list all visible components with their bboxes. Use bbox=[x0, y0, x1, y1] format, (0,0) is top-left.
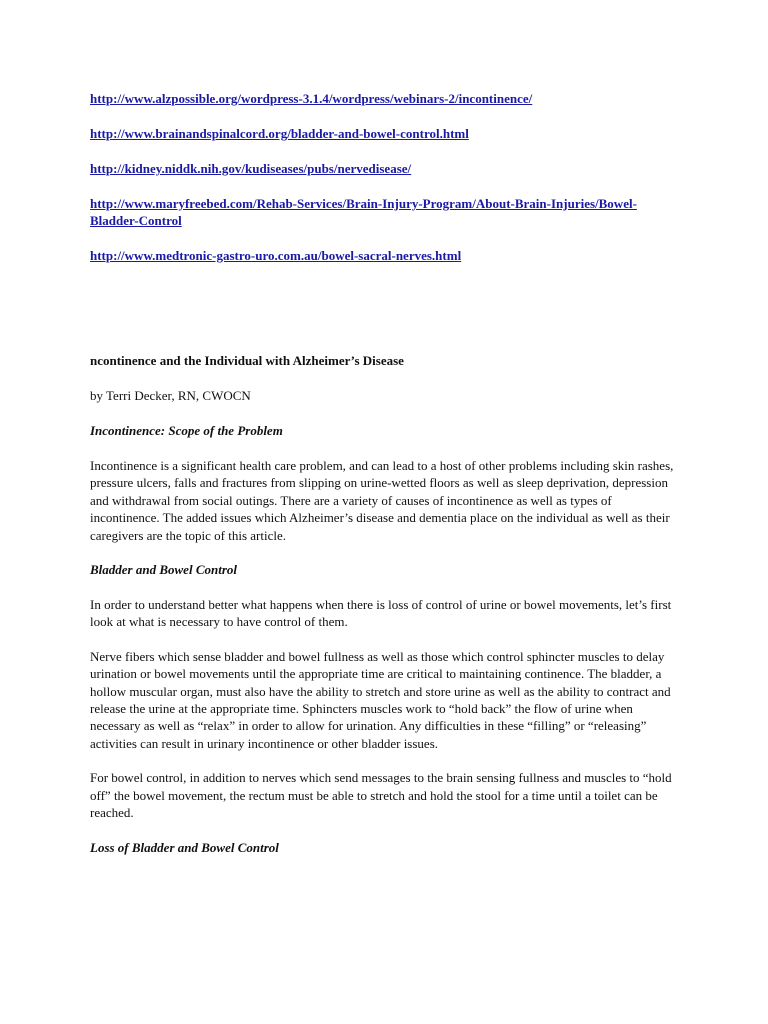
paragraph-scope: Incontinence is a significant health care problem, and can lead to a host of other problems including skin rashes, pressure ulcers, falls and fractures from slipping on urine-wetted floors as well as sleep deprivation, depression and withdrawal from social outings. There are a variety of causes of incontinence as well as types of incontinence. The added issues which Alzheimer’s disease and dementia place on the individual as well as their caregivers are the topic of this article. bbox=[90, 458, 674, 543]
reference-link-alzpossible[interactable]: http://www.alzpossible.org/wordpress-3.1.4/wordpress/webinars-2/incontinence/ bbox=[90, 91, 533, 106]
document-page bbox=[90, 0, 680, 855]
reference-link-medtronic[interactable]: http://www.medtronic-gastro-uro.com.au/bowel-sacral-nerves.html bbox=[90, 248, 462, 263]
paragraph-understanding-control: In order to understand better what happens when there is loss of control of urine or bowel movements, let’s first look at what is necessary to have control of them. bbox=[90, 597, 672, 630]
article bbox=[90, 352, 680, 874]
article-title: ncontinence and the Individual with Alzheimer’s Disease bbox=[90, 353, 404, 368]
reference-link-brainandspinalcord[interactable]: http://www.brainandspinalcord.org/bladder-and-bowel-control.html bbox=[90, 126, 469, 141]
reference-link-maryfreebed[interactable]: http://www.maryfreebed.com/Rehab-Services/Brain-Injury-Program/About-Brain-Injuries/Bowel-Bladder-Control bbox=[90, 196, 637, 228]
section-heading-bladder-bowel-control: Bladder and Bowel Control bbox=[90, 562, 237, 578]
paragraph-nerve-fibers: Nerve fibers which sense bladder and bowel fullness as well as those which control sphincter muscles to delay urination or bowel movements until the appropriate time are critical to maintaining continence. The bladder, a hollow muscular organ, must also have the ability to stretch and store urine as well as the ability to contract and release the urine at the appropriate time. Sphincters muscles work to “hold back” the flow of urine when necessary as well as “relax” in order to allow for urination. Any difficulties in these “filling” or “releasing” activities can result in urinary incontinence or other bladder issues. bbox=[90, 648, 671, 751]
section-heading-loss-of-control: Loss of Bladder and Bowel Control bbox=[90, 839, 279, 855]
paragraph-bowel-control: For bowel control, in addition to nerves which send messages to the brain sensing fullness and muscles to “hold off” the bowel movement, the rectum must be able to stretch and hold the stool for a time until a toilet can be reached. bbox=[90, 770, 672, 821]
reference-links bbox=[90, 0, 680, 264]
section-heading-scope: Incontinence: Scope of the Problem bbox=[90, 423, 283, 438]
reference-link-niddk[interactable]: http://kidney.niddk.nih.gov/kudiseases/pubs/nervedisease/ bbox=[90, 161, 412, 176]
article-byline: by Terri Decker, RN, CWOCN bbox=[90, 388, 251, 403]
